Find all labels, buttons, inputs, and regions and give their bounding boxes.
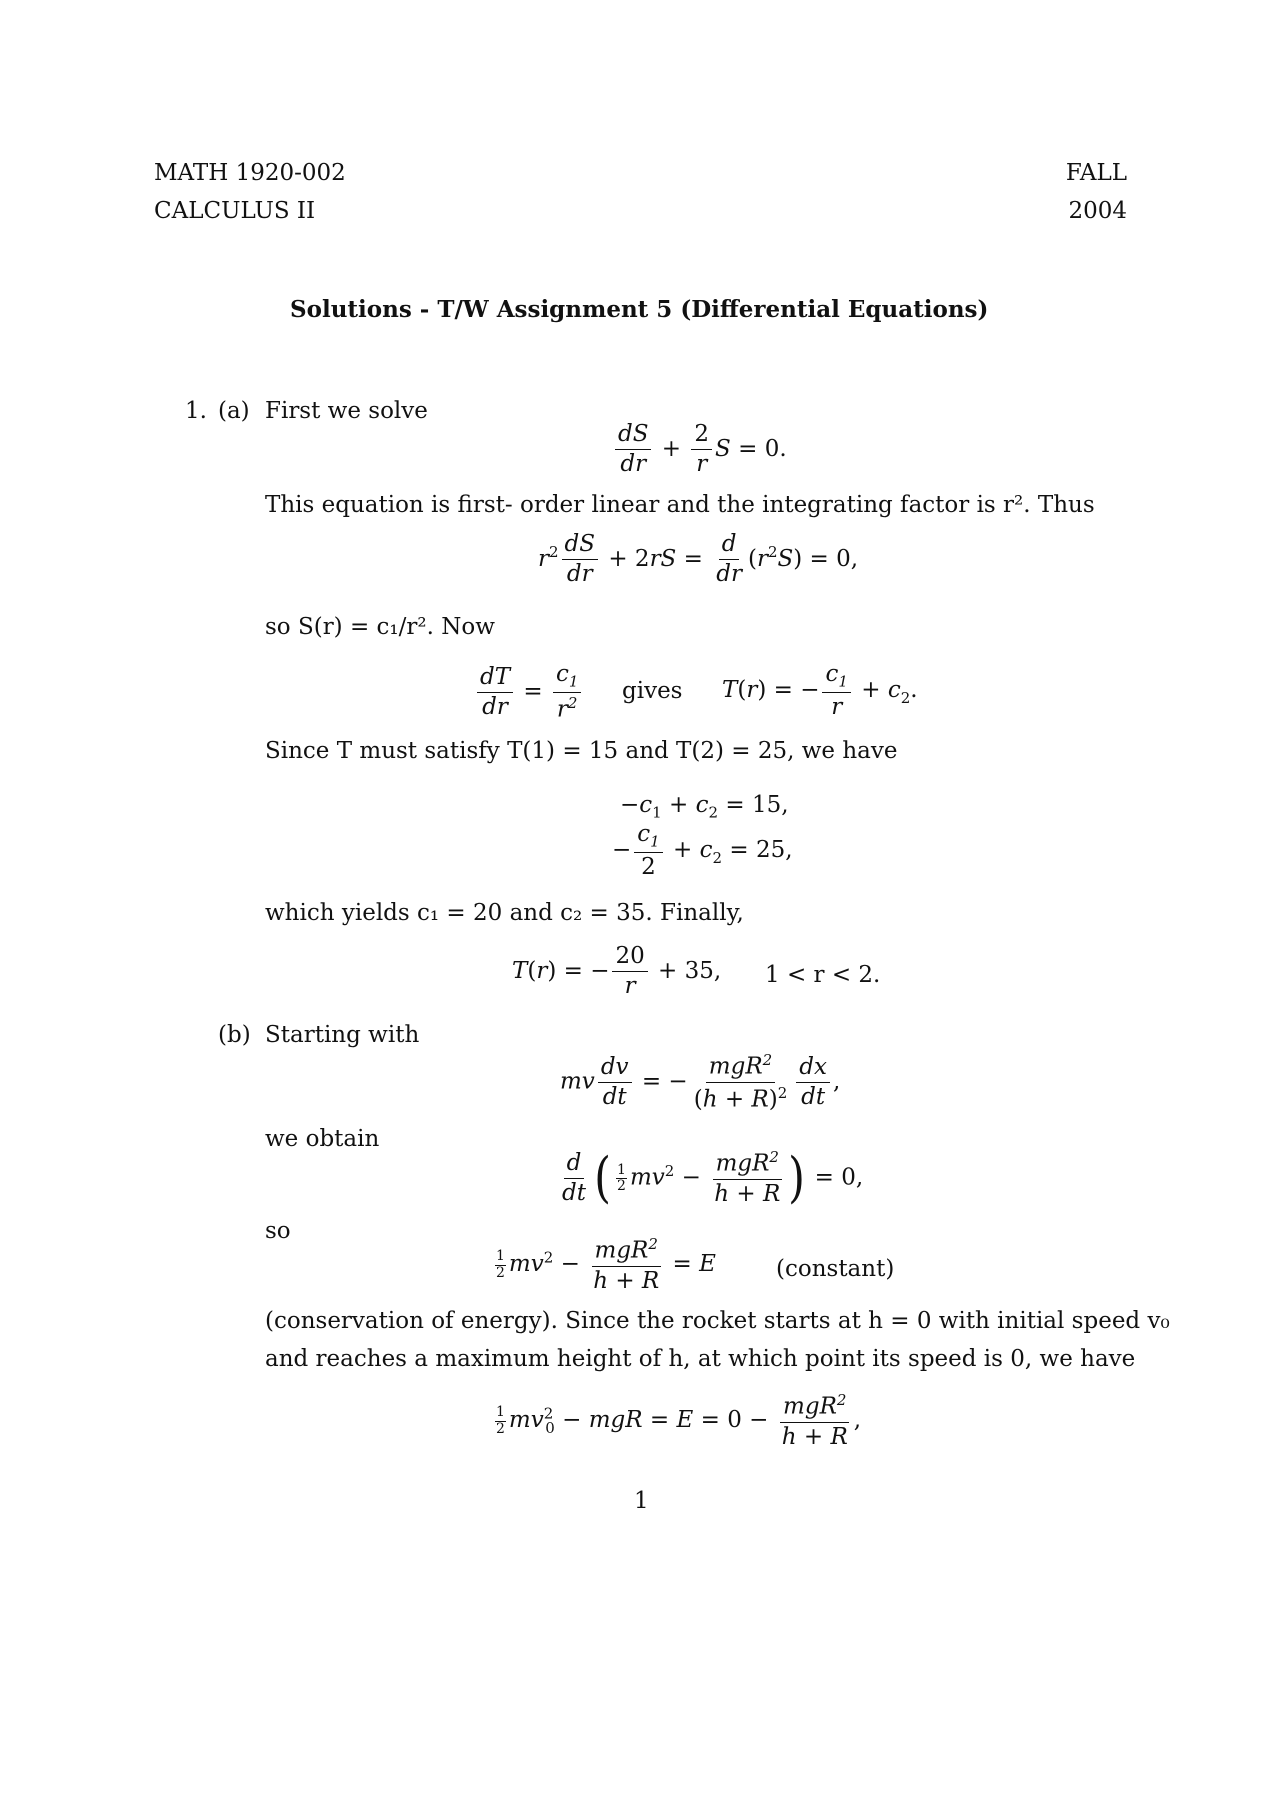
so: so [265,1218,291,1244]
course-subject: CALCULUS II [154,198,316,224]
sentence-linear: This equation is first- order linear and the integrating factor is r². Thus [265,492,1095,518]
equation-system-2: − $\frac{c_1}{2}$ + $c_2 = 25$, [612,821,793,881]
equation-T-final: T(r) = − $\frac{20}{r}$ + 35, [512,943,722,1000]
conservation-line-1: (conservation of energy). Since the rocket starts at h = 0 with initial speed v₀ [265,1308,1170,1334]
sentence-satisfy: Since T must satisfy T(1) = 15 and T(2) = 25, we have [265,738,898,764]
sentence-yields: which yields c₁ = 20 and c₂ = 35. Finally, [265,900,744,926]
equation-system-1: $-c_1 + c_2 = 15$, [620,792,789,822]
page-number: 1 [634,1488,649,1514]
page-title: Solutions - T/W Assignment 5 (Differential Equations) [290,296,989,323]
equation-T-general: T(r) = − $\frac{c_1}{r}$ + $c_2$. [722,661,918,721]
problem-number: 1. [185,398,207,424]
term: FALL [1065,160,1127,186]
year: 2004 [1068,198,1127,224]
range: 1 < r < 2. [765,962,881,988]
equation-newton: mv $\frac{dv}{dt}$ = − $\frac{mgR^2}{(h + R)^2}$ $\frac{dx}{dt}$ , [560,1051,841,1113]
part-b-label: (b) [218,1022,251,1048]
part-a-intro: First we solve [265,398,428,424]
equation-dS-dr: $\frac{dS}{dr}$ + $\frac{2}{r}$ S = 0. [612,422,787,478]
sentence-S: so S(r) = c₁/r². Now [265,614,495,640]
equation-dT-dr: $\frac{dT}{dr}$ = $\frac{c_1}{r^2}$ [474,662,584,723]
constant-label: (constant) [776,1256,895,1282]
part-b-intro: Starting with [265,1022,420,1048]
we-obtain: we obtain [265,1126,380,1152]
part-a-label: (a) [218,398,250,424]
course-code: MATH 1920-002 [154,160,346,186]
word-gives: gives [622,678,683,704]
conservation-line-2: and reaches a maximum height of h, at which point its speed is 0, we have [265,1346,1136,1372]
equation-energy-derivative: $\frac{d}{dt}$ ( $\frac{1}{2}$ $mv^2$ − $\frac{mgR^2}{h + R}$ ) = 0, [562,1146,864,1209]
equation-integrating-factor: $r^2$ $\frac{dS}{dr}$ + 2rS = $\frac{d}{dr}$ $(r^2S) = 0$, [538,531,859,588]
equation-initial-energy: $\frac{1}{2}$ $mv^2_0$ − mgR = E = 0 − $\frac{mgR^2}{h + R}$ , [496,1391,862,1450]
equation-energy-constant: $\frac{1}{2}$ $mv^2$ − $\frac{mgR^2}{h + R}$ = E [496,1235,716,1294]
